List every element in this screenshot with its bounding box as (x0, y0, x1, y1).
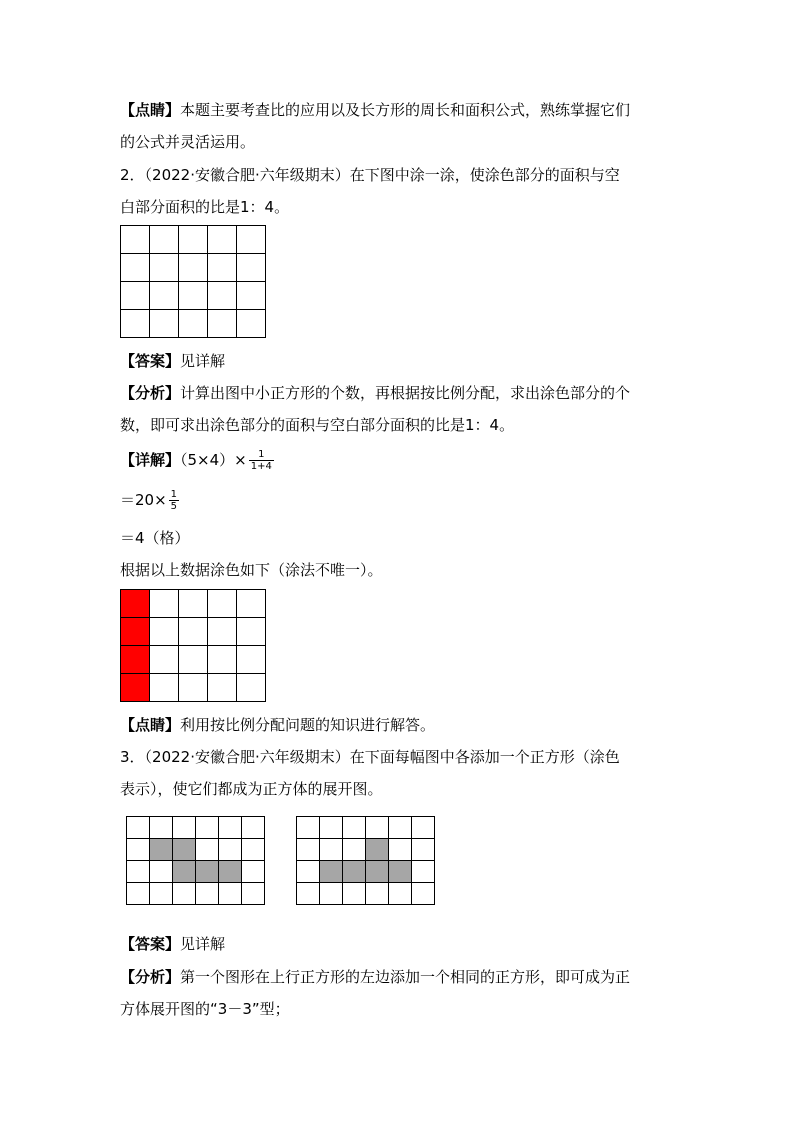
grid-cell (150, 861, 173, 883)
equation-2-prefix: ＝20× (120, 491, 167, 509)
grid-cell (179, 674, 208, 702)
grid-cell (237, 310, 266, 338)
grid-row (127, 861, 265, 883)
answer-3-label: 【答案】 (120, 935, 181, 953)
grid-cell (242, 883, 265, 905)
grid-cell (208, 674, 237, 702)
analysis-3-line-1 (120, 966, 630, 988)
equation-line-3: ＝4（格） (120, 529, 190, 547)
question-2-line-2: 白部分面积的比是1：4。 (120, 198, 290, 216)
grid-cell (150, 254, 179, 282)
analysis-3-text: 第一个图形在上行正方形的左边添加一个相同的正方形，即可成为正 (180, 968, 631, 986)
grid-cell (412, 817, 435, 839)
dianjing-2-text: 利用按比例分配问题的知识进行解答。 (180, 716, 436, 734)
grid-cell (343, 839, 366, 861)
analysis-3-line-2: 方体展开图的“3－3”型； (120, 1000, 290, 1018)
grid-cell (150, 282, 179, 310)
analysis-line-2: 数，即可求出涂色部分的面积与空白部分面积的比是1：4。 (120, 416, 515, 434)
grid-row (121, 646, 266, 674)
grid-cell (208, 590, 237, 618)
grid-cell-shaded (150, 839, 173, 861)
grid-cell (150, 817, 173, 839)
grid-cell-shaded (343, 861, 366, 883)
grid-cell (196, 839, 219, 861)
grid-cell-shaded (219, 861, 242, 883)
grid-cell (208, 310, 237, 338)
question-3-line-2: 表示），使它们都成为正方体的展开图。 (120, 780, 383, 798)
grid-cell (173, 817, 196, 839)
grid-cell-shaded (173, 861, 196, 883)
grid-cell (389, 839, 412, 861)
grid-cell-shaded (173, 839, 196, 861)
grid-cell-shaded (320, 861, 343, 883)
grid-cell (150, 226, 179, 254)
grid-cell-shaded (366, 839, 389, 861)
question-2-line-1: 2．（2022·安徽合肥·六年级期末）在下图中涂一涂，使涂色部分的面积与空 (120, 166, 620, 184)
analysis-3-label: 【分析】 (120, 968, 181, 986)
dianjing-label: 【点睛】 (120, 101, 181, 119)
blank-grid (120, 225, 266, 338)
grid-cell (237, 254, 266, 282)
grid-cell-shaded (366, 861, 389, 883)
fraction-one-over-five-sum: $\frac{1}{1+4}$ (250, 449, 272, 472)
grid-row (121, 310, 266, 338)
grid-cell (242, 817, 265, 839)
grid-cell (121, 226, 150, 254)
grid-row (127, 883, 265, 905)
grid-cell (208, 226, 237, 254)
grid-cell (219, 839, 242, 861)
grid-cell (237, 618, 266, 646)
dianjing-1-line-2: 的公式并灵活运用。 (120, 133, 256, 151)
answer-grid (120, 589, 266, 702)
grid-cell (219, 817, 242, 839)
grid-cell (366, 817, 389, 839)
grid-cell (179, 590, 208, 618)
grid-cell (237, 282, 266, 310)
grid-cell (343, 883, 366, 905)
grid-row (297, 861, 435, 883)
grid-row (121, 590, 266, 618)
grid-cell (196, 883, 219, 905)
grid-cell (179, 618, 208, 646)
grid-cell (127, 861, 150, 883)
grid-cell (179, 282, 208, 310)
grid-row (121, 226, 266, 254)
analysis-text: 计算出图中小正方形的个数，再根据按比例分配，求出涂色部分的个 (180, 384, 631, 402)
answer-label: 【答案】 (120, 352, 181, 370)
dianjing-2-line (120, 714, 435, 736)
grid-cell (150, 674, 179, 702)
grid-cell (412, 883, 435, 905)
grid-cell (121, 254, 150, 282)
grid-row (297, 883, 435, 905)
grid-cell (150, 883, 173, 905)
grid-cell-shaded (121, 674, 150, 702)
grid-cell (320, 839, 343, 861)
grid-row (127, 817, 265, 839)
grid-cell (179, 646, 208, 674)
grid-cell (412, 839, 435, 861)
detail-expression: （5×4）× (180, 451, 247, 469)
grid-cell (389, 883, 412, 905)
grid-cell (297, 817, 320, 839)
grid-cell (242, 861, 265, 883)
answer-3-text: 见详解 (180, 935, 226, 953)
grid-cell (150, 310, 179, 338)
grid-cell-shaded (121, 590, 150, 618)
grid-cell (150, 646, 179, 674)
grid-cell (150, 618, 179, 646)
grid-cell (208, 282, 237, 310)
grid-cell (127, 883, 150, 905)
grid-cell (219, 883, 242, 905)
grid-cell (297, 883, 320, 905)
grid-cell (297, 839, 320, 861)
question-3-line-1: 3．（2022·安徽合肥·六年级期末）在下面每幅图中各添加一个正方形（涂色 (120, 748, 620, 766)
analysis-line-1 (120, 382, 630, 404)
grid-cell (297, 861, 320, 883)
grid-row (121, 674, 266, 702)
grid-cell (179, 254, 208, 282)
grid-row (127, 839, 265, 861)
grid-cell (208, 254, 237, 282)
answer-text: 见详解 (180, 352, 226, 370)
grid-cell (242, 839, 265, 861)
conclusion-line: 根据以上数据涂色如下（涂法不唯一）。 (120, 561, 383, 579)
grid-cell (127, 839, 150, 861)
grid-cell (208, 618, 237, 646)
grid-cell-shaded (121, 646, 150, 674)
grid-cell (150, 590, 179, 618)
cube-net-left-grid (126, 816, 265, 905)
grid-cell (366, 883, 389, 905)
grid-cell (412, 861, 435, 883)
grid-cell (208, 646, 237, 674)
grid-cell-shaded (196, 861, 219, 883)
grid-cell (320, 817, 343, 839)
grid-cell (121, 310, 150, 338)
grid-cell (237, 646, 266, 674)
analysis-label: 【分析】 (120, 384, 181, 402)
detail-line (120, 449, 276, 472)
grid-row (121, 618, 266, 646)
grid-cell (179, 310, 208, 338)
dianjing-2-label: 【点睛】 (120, 716, 181, 734)
cube-net-right-grid (296, 816, 435, 905)
grid-cell (343, 817, 366, 839)
grid-cell (237, 674, 266, 702)
grid-cell (237, 590, 266, 618)
grid-row (297, 839, 435, 861)
grid-cell (389, 817, 412, 839)
detail-label: 【详解】 (120, 451, 181, 469)
grid-cell (173, 883, 196, 905)
grid-row (121, 282, 266, 310)
dianjing-1-line-1 (120, 99, 630, 121)
answer-line (120, 350, 225, 372)
grid-cell (121, 282, 150, 310)
grid-cell-shaded (121, 618, 150, 646)
grid-cell (320, 883, 343, 905)
grid-row (297, 817, 435, 839)
answer-3-line (120, 933, 225, 955)
grid-cell (237, 226, 266, 254)
grid-cell (179, 226, 208, 254)
fraction-one-fifth: $\frac{1}{5}$ (170, 489, 178, 512)
dianjing-text: 本题主要考查比的应用以及长方形的周长和面积公式，熟练掌握它们 (180, 101, 631, 119)
grid-cell (196, 817, 219, 839)
equation-line-2 (120, 489, 181, 512)
grid-cell (127, 817, 150, 839)
grid-cell-shaded (389, 861, 412, 883)
grid-row (121, 254, 266, 282)
